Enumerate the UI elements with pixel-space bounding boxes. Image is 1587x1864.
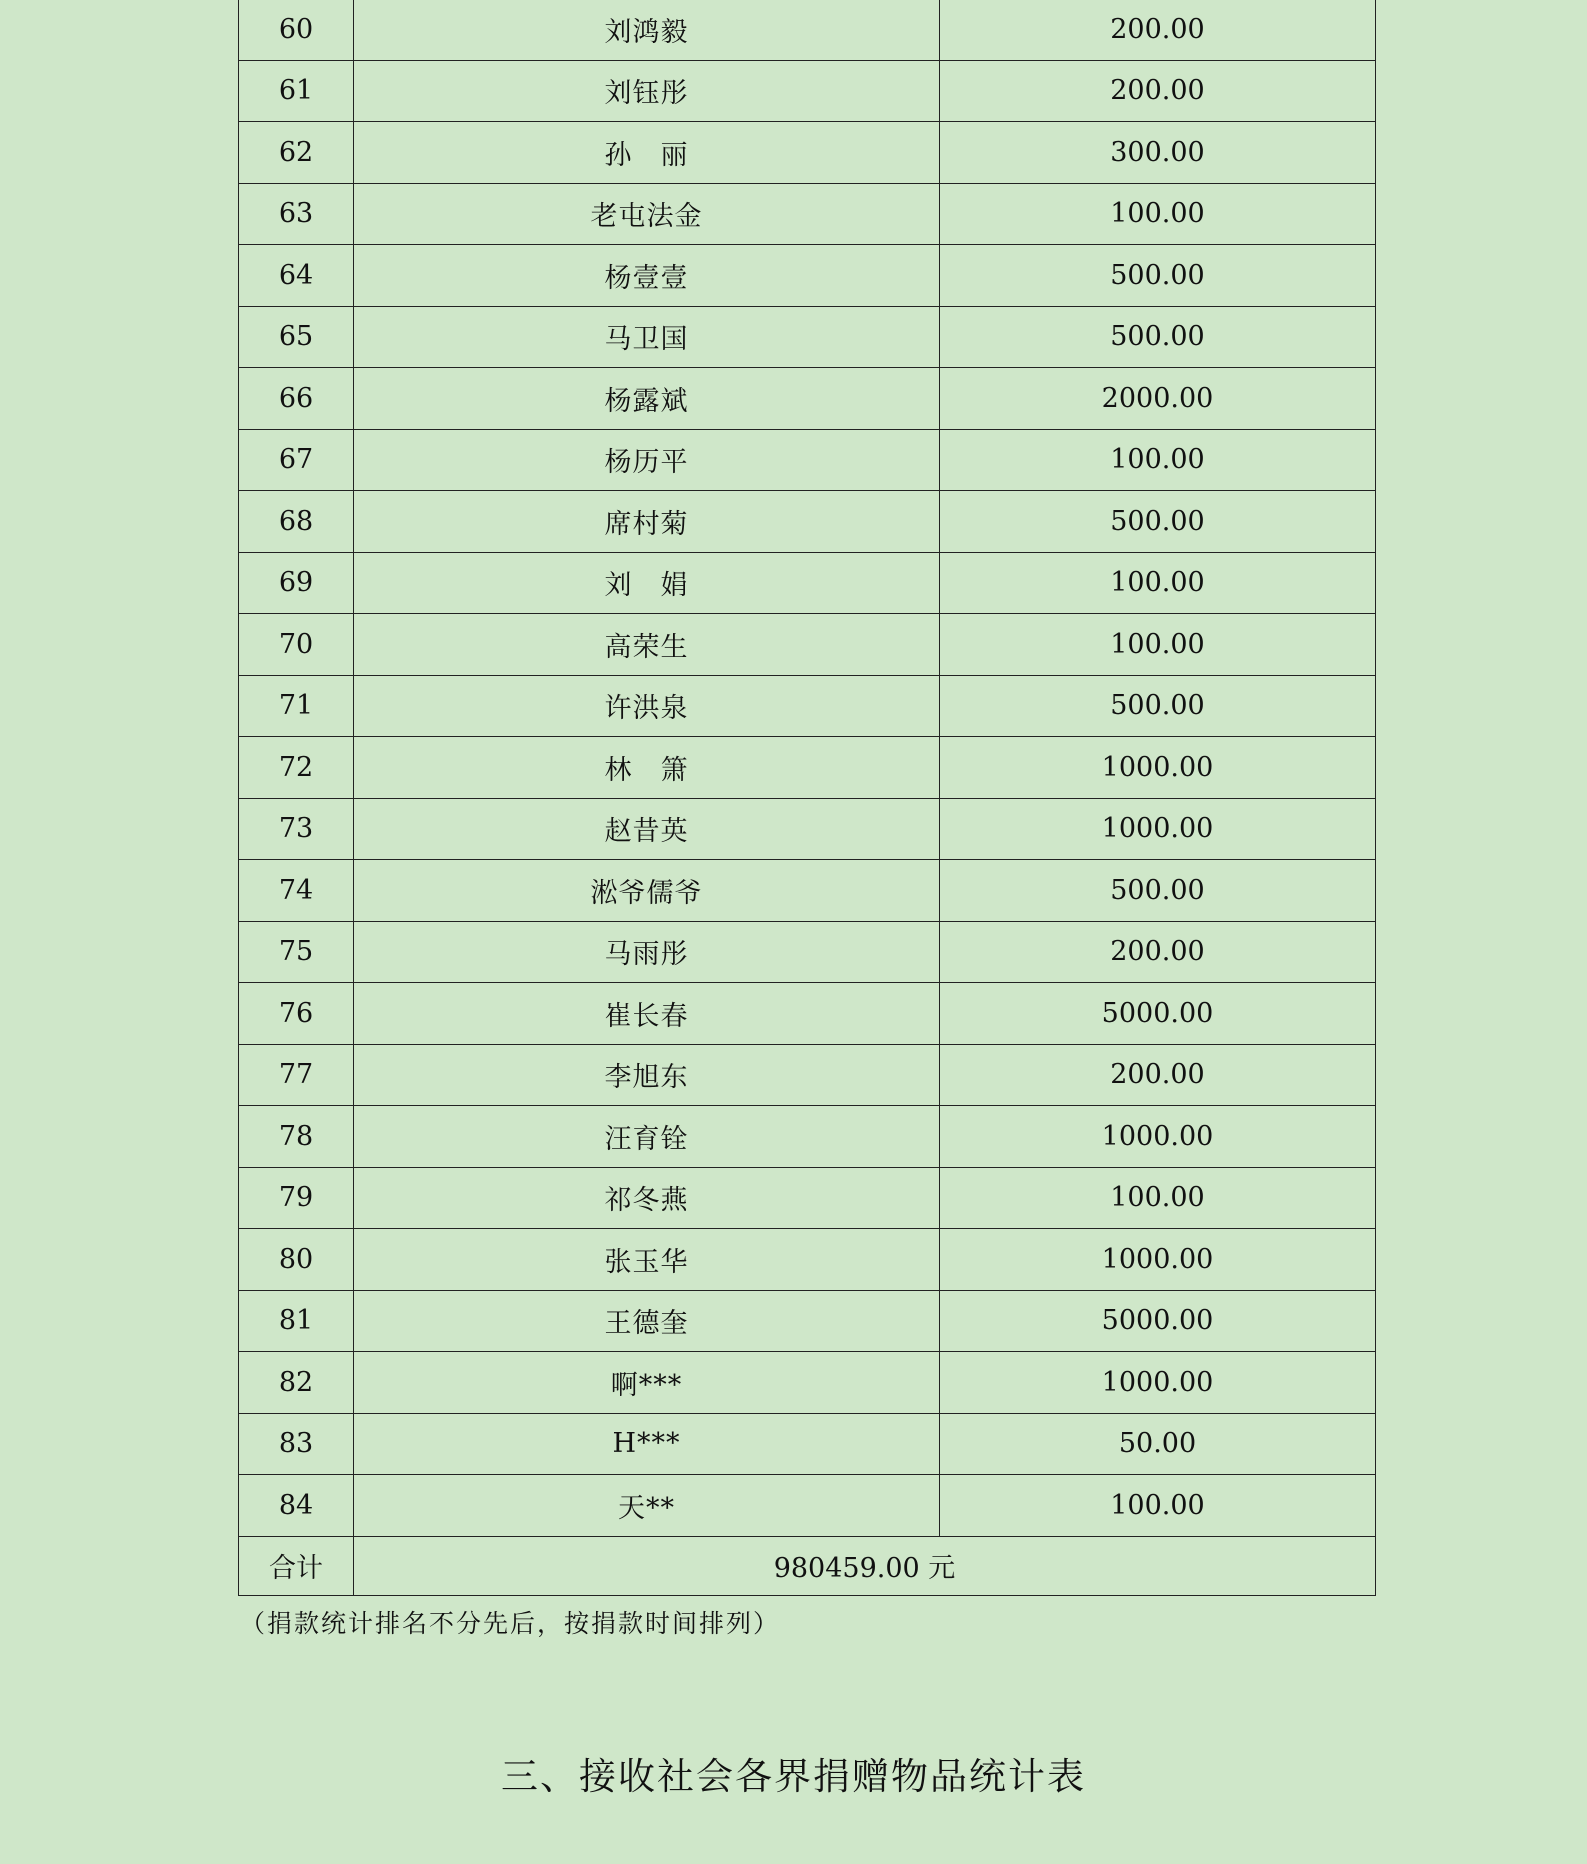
donor-name: H*** — [354, 1413, 940, 1475]
table-row — [239, 1290, 1376, 1352]
total-label: 合计 — [239, 1536, 354, 1595]
row-number: 74 — [239, 860, 354, 922]
row-number: 78 — [239, 1106, 354, 1168]
donation-amount: 1000.00 — [940, 798, 1376, 860]
table-row — [239, 306, 1376, 368]
donor-name: 王德奎 — [354, 1290, 940, 1352]
section-title: 三、接收社会各界捐赠物品统计表 — [501, 1755, 1086, 1798]
row-number: 84 — [239, 1475, 354, 1537]
donor-name: 李旭东 — [354, 1044, 940, 1106]
donation-amount: 1000.00 — [940, 1229, 1376, 1291]
donation-amount: 5000.00 — [940, 983, 1376, 1045]
donor-name: 张玉华 — [354, 1229, 940, 1291]
donor-name: 淞爷儒爷 — [354, 860, 940, 922]
row-number: 71 — [239, 675, 354, 737]
donation-amount: 100.00 — [940, 183, 1376, 245]
donation-amount: 200.00 — [940, 60, 1376, 122]
donor-name: 老屯法金 — [354, 183, 940, 245]
row-number: 69 — [239, 552, 354, 614]
donation-amount: 1000.00 — [940, 1352, 1376, 1414]
donor-name: 赵昔英 — [354, 798, 940, 860]
row-number: 76 — [239, 983, 354, 1045]
row-number: 64 — [239, 245, 354, 307]
row-number: 75 — [239, 921, 354, 983]
donor-name: 啊*** — [354, 1352, 940, 1414]
donation-amount: 500.00 — [940, 675, 1376, 737]
donor-name: 祁冬燕 — [354, 1167, 940, 1229]
donation-amount: 200.00 — [940, 1044, 1376, 1106]
row-number: 67 — [239, 429, 354, 491]
row-number: 60 — [239, 0, 354, 60]
table-row — [239, 983, 1376, 1045]
donation-amount: 100.00 — [940, 429, 1376, 491]
table-row — [239, 245, 1376, 307]
table-row — [239, 675, 1376, 737]
donor-name: 刘 娟 — [354, 552, 940, 614]
donor-name: 刘鸿毅 — [354, 0, 940, 60]
row-number: 83 — [239, 1413, 354, 1475]
donor-name: 天** — [354, 1475, 940, 1537]
table-row — [239, 491, 1376, 553]
row-number: 63 — [239, 183, 354, 245]
table-row — [239, 737, 1376, 799]
table-row — [239, 429, 1376, 491]
donation-amount: 100.00 — [940, 552, 1376, 614]
donation-amount: 500.00 — [940, 860, 1376, 922]
row-number: 82 — [239, 1352, 354, 1414]
table-row — [239, 122, 1376, 184]
row-number: 66 — [239, 368, 354, 430]
donation-table — [238, 0, 1376, 1596]
row-number: 79 — [239, 1167, 354, 1229]
donation-amount: 300.00 — [940, 122, 1376, 184]
table-row — [239, 798, 1376, 860]
donation-amount: 100.00 — [940, 614, 1376, 676]
table-row — [239, 1352, 1376, 1414]
table-row — [239, 860, 1376, 922]
donation-rows — [239, 0, 1376, 1595]
row-number: 68 — [239, 491, 354, 553]
donor-name: 崔长春 — [354, 983, 940, 1045]
table-row — [239, 60, 1376, 122]
donation-amount: 200.00 — [940, 921, 1376, 983]
table-row — [239, 368, 1376, 430]
row-number: 77 — [239, 1044, 354, 1106]
table-row — [239, 1413, 1376, 1475]
row-number: 81 — [239, 1290, 354, 1352]
donation-amount: 2000.00 — [940, 368, 1376, 430]
table-row — [239, 1167, 1376, 1229]
table-row — [239, 1044, 1376, 1106]
donor-name: 杨壹壹 — [354, 245, 940, 307]
table-row — [239, 921, 1376, 983]
donation-amount: 500.00 — [940, 245, 1376, 307]
donor-name: 马雨彤 — [354, 921, 940, 983]
donor-name: 刘钰彤 — [354, 60, 940, 122]
donation-amount: 1000.00 — [940, 737, 1376, 799]
row-number: 73 — [239, 798, 354, 860]
total-row — [239, 1536, 1376, 1595]
donation-amount: 500.00 — [940, 306, 1376, 368]
total-value: 980459.00 元 — [354, 1536, 1376, 1595]
donor-name: 汪育铨 — [354, 1106, 940, 1168]
table-row — [239, 0, 1376, 60]
table-row — [239, 183, 1376, 245]
row-number: 65 — [239, 306, 354, 368]
donor-name: 席村菊 — [354, 491, 940, 553]
row-number: 62 — [239, 122, 354, 184]
table-row — [239, 1106, 1376, 1168]
donor-name: 许洪泉 — [354, 675, 940, 737]
donor-name: 马卫国 — [354, 306, 940, 368]
donor-name: 林 箫 — [354, 737, 940, 799]
table-row — [239, 552, 1376, 614]
donor-name: 杨历平 — [354, 429, 940, 491]
row-number: 70 — [239, 614, 354, 676]
donation-amount: 50.00 — [940, 1413, 1376, 1475]
donation-amount: 100.00 — [940, 1475, 1376, 1537]
donation-amount: 500.00 — [940, 491, 1376, 553]
donation-amount: 100.00 — [940, 1167, 1376, 1229]
donor-name: 高荣生 — [354, 614, 940, 676]
table-row — [239, 614, 1376, 676]
donor-name: 杨露斌 — [354, 368, 940, 430]
table-row — [239, 1475, 1376, 1537]
donation-amount: 5000.00 — [940, 1290, 1376, 1352]
ranking-note: （捐款统计排名不分先后，按捐款时间排列） — [240, 1609, 781, 1638]
row-number: 80 — [239, 1229, 354, 1291]
row-number: 61 — [239, 60, 354, 122]
table-row — [239, 1229, 1376, 1291]
donation-amount: 1000.00 — [940, 1106, 1376, 1168]
row-number: 72 — [239, 737, 354, 799]
donor-name: 孙 丽 — [354, 122, 940, 184]
donation-amount: 200.00 — [940, 0, 1376, 60]
